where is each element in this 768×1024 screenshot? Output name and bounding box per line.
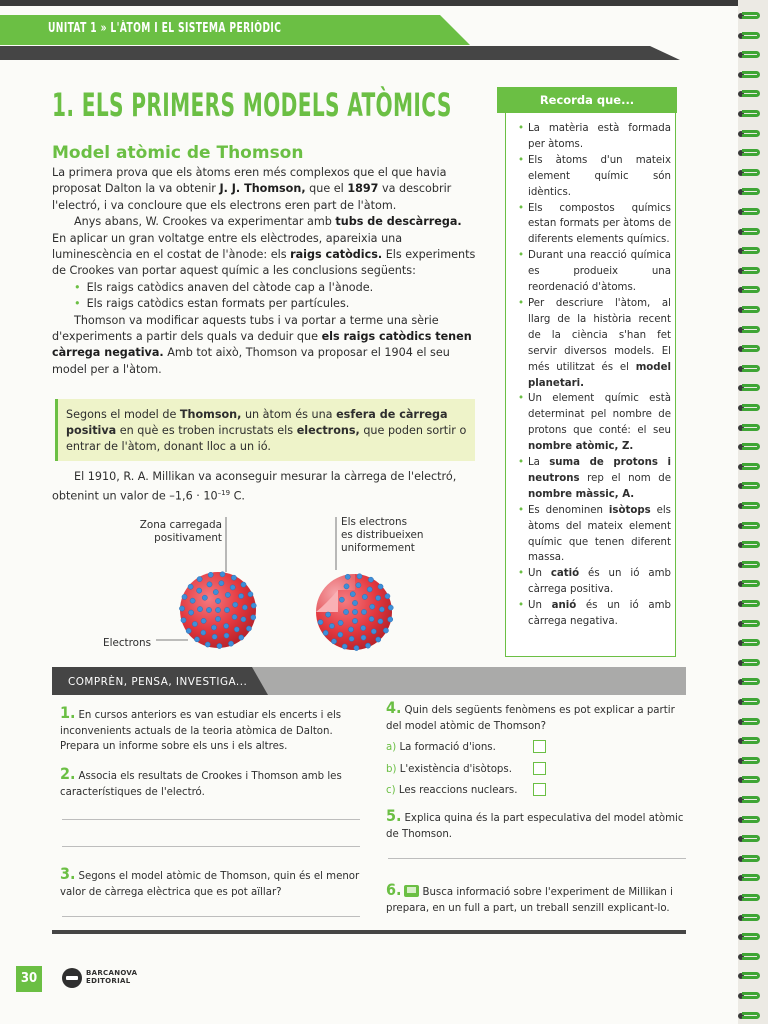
electron-dot [379,607,384,612]
spiral-coil [742,637,764,647]
spiral-coil [742,970,764,980]
spiral-coil [742,912,764,922]
electron-dot [192,621,197,626]
electron-dot [233,602,238,607]
electron-dot [362,594,367,599]
spiral-coil [742,245,764,255]
spiral-coil [742,226,764,236]
spiral-coil [742,559,764,569]
electron-dot [230,585,235,590]
spiral-coil [742,578,764,588]
activity-4: 4. Quin dels següents fenòmens es pot explicar a partir del model atòmic de Thomson? [386,698,675,732]
reminder-list [518,121,671,630]
electron-dot [339,597,344,602]
spiral-coil [742,872,764,882]
electron-dot [354,645,359,650]
electron-dot [186,628,191,633]
top-bar [0,0,738,6]
electron-dot [239,635,244,640]
paragraph-millikan: El 1910, R. A. Millikan va aconseguir mesurar la càrrega de l'electró, obtenint un valor de $-1,6 \cdot 10^{-19}$ C. [52,470,457,504]
spiral-coil [742,69,764,79]
electron-dot [383,628,388,633]
spiral-coil [742,1010,764,1020]
electron-dot [201,630,206,635]
electron-dot [318,620,323,625]
spiral-coil [742,618,764,628]
electron-dot [326,612,331,617]
electron-dot [352,600,357,605]
electron-dot [202,595,207,600]
electron-dot [376,637,381,642]
electron-dot [211,625,216,630]
page-title: 1. ELS PRIMERS MODELS ATÒMICS [52,86,452,124]
activity-1: 1. En cursos anteriors es van estudiar els encerts i els inconvenients actuals de la teoria atòmica de Dalton. Prepara un informe sobre els uns i els altres. [60,703,342,753]
activities-heading: COMPRÈN, PENSA, INVESTIGA... [68,676,248,688]
electron-dot [365,643,370,648]
electron-dot [352,618,357,623]
electron-dot [215,598,220,603]
electron-dot [361,609,366,614]
spiral-coil [742,598,764,608]
electron-dot [378,619,383,624]
spiral-coil [742,755,764,765]
label-electron-distribution: Els electrons es distribueixen uniformement [341,516,424,554]
activity-5: 5. Explica quina és la part especulativa del model atòmic de Thomson. [386,806,684,840]
electron-dot [368,577,373,582]
spiral-coil [742,441,764,451]
electron-dot [376,595,381,600]
electron-dot [356,583,361,588]
whole-atom-sphere [179,572,256,649]
spiral-coil [742,147,764,157]
electron-dot [224,607,229,612]
spiral-coil [742,186,764,196]
electron-dot [241,617,246,622]
electron-dot [329,623,334,628]
electron-dot [385,594,390,599]
spiral-coil [742,284,764,294]
section-heading: Model atòmic de Thomson [52,143,304,163]
reminder-item: • Per descriure l'àtom, al llarg de la història recent de la ciència s'han fet servir diversos models. El més utilitzat és el model planetari. [518,296,671,391]
electron-dot [369,616,374,621]
spiral-coil [742,520,764,530]
reminder-item: • Un catió és un ió amb càrrega positiva. [518,566,671,598]
computer-screen-icon [404,885,419,897]
option-a-checkbox[interactable] [533,740,546,753]
list-item: • Els raigs catòdics anaven del càtode cap a l'ànode. [74,280,477,296]
electron-dot [215,607,220,612]
option-c: c) Les reaccions nuclears. [386,785,518,796]
electron-dot [197,588,202,593]
electron-dot [349,636,354,641]
electron-dot [361,625,366,630]
spiral-coil [742,128,764,138]
spiral-coil [742,500,764,510]
spiral-coil [742,324,764,334]
electron-dot [371,629,376,634]
electron-dot [220,572,225,577]
spiral-coil [742,716,764,726]
spiral-coil [742,167,764,177]
electron-dot [350,592,355,597]
header-dark-bar [0,46,680,60]
intro-paragraphs [52,165,477,378]
option-b: b) L'existència d'isòtops. [386,764,512,775]
electron-dot [194,637,199,642]
paragraph-model: Thomson va modificar aquests tubs i va portar a terme una sèrie d'experiments a partir dels quals va deduir que els raigs catòdics tenen càrrega negativa. Amb tot això, Thomson va proposar el 1904 el seu model per a l'àtom. [52,313,472,376]
list-item: • Els raigs catòdics estan formats per partícules. [74,296,477,312]
electron-dot [248,592,253,597]
spiral-coil [742,49,764,59]
reminder-item: • Els àtoms d'un mateix element químic són idèntics. [518,153,671,201]
spiral-coil [742,461,764,471]
electron-dot [228,641,233,646]
electron-dot [179,606,184,611]
activity-6: 6. Busca informació sobre l'experiment de Millikan i prepara, en un full a part, un treball senzill explicant-lo. [386,880,673,914]
reminder-item: • Els compostos químics estan formats per àtoms de diferents elements químics. [518,201,671,249]
answer-line[interactable] [62,846,360,847]
reminder-heading: Recorda que... [497,87,677,113]
unit-banner-text: UNITAT 1 » L'ÀTOM I EL SISTEMA PERIÒDIC [48,21,282,36]
option-a: a) La formació d'ions. [386,742,496,753]
electron-dot [246,626,251,631]
reminder-item: • Es denominen isòtops els àtoms del mateix element químic que tenen diferent massa. [518,503,671,567]
electron-dot [338,620,343,625]
spiral-binding [738,0,768,1024]
spiral-coil [742,892,764,902]
electron-dot [215,616,220,621]
activity-2: 2. Associa els resultats de Crookes i Thomson amb les característiques de l'electró. [60,764,342,798]
electron-dot [231,575,236,580]
electron-dot [361,635,366,640]
label-positive-zone: Zona carregada positivament [139,519,222,544]
bottom-rule [52,930,686,934]
spiral-coil [742,990,764,1000]
electron-dot [224,633,229,638]
electron-dot [343,609,348,614]
electron-dot [239,593,244,598]
paragraph-crookes: Anys abans, W. Crookes va experimentar amb tubs de descàrrega. En aplicar un gran voltatge entre els elèctrodes, apareixia una luminescència en el costat de l'ànode: els raigs catòdics. Els experiments de Crookes van portar aquest químic a les conclusions següents: [52,215,476,278]
electron-dot [388,617,393,622]
electron-dot [197,607,202,612]
electron-dot [219,581,224,586]
activity-3: 3. Segons el model atòmic de Thomson, quin és el menor valor de càrrega elèctrica que es pot aïllar? [60,864,360,898]
electron-dot [331,639,336,644]
electron-dot [197,577,202,582]
electron-dot [225,592,230,597]
paragraph-thomson: La primera prova que els àtoms eren més complexos que el que havia proposat Dalton la va obtenir J. J. Thomson, que el 1897 va descobrir l'electró, i va concloure que els electrons eren part de l'àtom. [52,166,452,212]
answer-line[interactable] [62,819,360,820]
electron-dot [189,610,194,615]
spiral-coil [742,539,764,549]
option-b-checkbox[interactable] [533,762,546,775]
option-c-checkbox[interactable] [533,783,546,796]
electron-dot [201,618,206,623]
electron-dot [213,590,218,595]
spiral-coil [742,88,764,98]
electron-dot [232,614,237,619]
electron-dot [207,582,212,587]
electron-dot [370,604,375,609]
spiral-coil [742,206,764,216]
spiral-coil [742,265,764,275]
spiral-coil [742,657,764,667]
electron-dot [206,607,211,612]
electron-dot [251,603,256,608]
spiral-coil [742,30,764,40]
electron-dot [367,587,372,592]
publisher-logo-icon [62,968,82,988]
reminder-item: • Un element químic està determinat pel nombre de protons que conté: el seu nombre atòmic, Z. [518,391,671,455]
spiral-coil [742,402,764,412]
spiral-coil [742,343,764,353]
spiral-coil [742,931,764,941]
answer-line[interactable] [62,916,360,917]
electron-dot [205,642,210,647]
spiral-coil [742,814,764,824]
spiral-coil [742,382,764,392]
reminder-item: • La suma de protons i neutrons rep el nom de nombre màssic, A. [518,455,671,503]
spiral-coil [742,853,764,863]
spiral-coil [742,735,764,745]
reminder-item: • Un anió és un ió amb càrrega negativa. [518,598,671,630]
electron-dot [190,598,195,603]
reminder-item: • La matèria està formada per àtoms. [518,121,671,153]
electron-dot [224,623,229,628]
spiral-coil [742,696,764,706]
page-number: 30 [16,966,42,992]
spiral-coil [742,10,764,20]
spiral-coil [742,108,764,118]
electron-dot [241,582,246,587]
electron-dot [345,574,350,579]
electron-dot [348,627,353,632]
electron-dot [181,618,186,623]
electron-dot [234,627,239,632]
thomson-model-illustration [90,512,410,662]
spiral-coil [742,480,764,490]
electron-dot [251,615,256,620]
electron-dot [188,584,193,589]
spiral-coil [742,794,764,804]
reminder-item: • Durant una reacció química es produeix una reordenació d'àtoms. [518,248,671,296]
crookes-conclusions [52,280,477,313]
electron-dot [344,584,349,589]
electron-dot [242,605,247,610]
electron-dot [182,594,187,599]
spiral-coil [742,304,764,314]
electron-dot [217,643,222,648]
electron-dot [323,630,328,635]
electron-dot [338,632,343,637]
answer-line[interactable] [388,858,686,859]
electron-dot [388,605,393,610]
electron-dot [342,644,347,649]
publisher-name: BARCANOVA EDITORIAL [86,969,138,985]
electron-dot [208,572,213,577]
definition-callout: Segons el model de Thomson, un àtom és una esfera de càrrega positiva en què es troben incrustats els electrons, que poden sortir o entrar de l'àtom, donant lloc a un ió. [55,399,475,461]
cutaway-atom-sphere [316,574,393,651]
spiral-coil [742,951,764,961]
spiral-coil [742,774,764,784]
spiral-coil [742,422,764,432]
electron-dot [378,584,383,589]
spiral-coil [742,676,764,686]
electron-dot [357,574,362,579]
spiral-coil [742,363,764,373]
spiral-coil [742,833,764,843]
electron-dot [352,609,357,614]
electron-dot [212,634,217,639]
label-electrons: Electrons [103,637,152,649]
